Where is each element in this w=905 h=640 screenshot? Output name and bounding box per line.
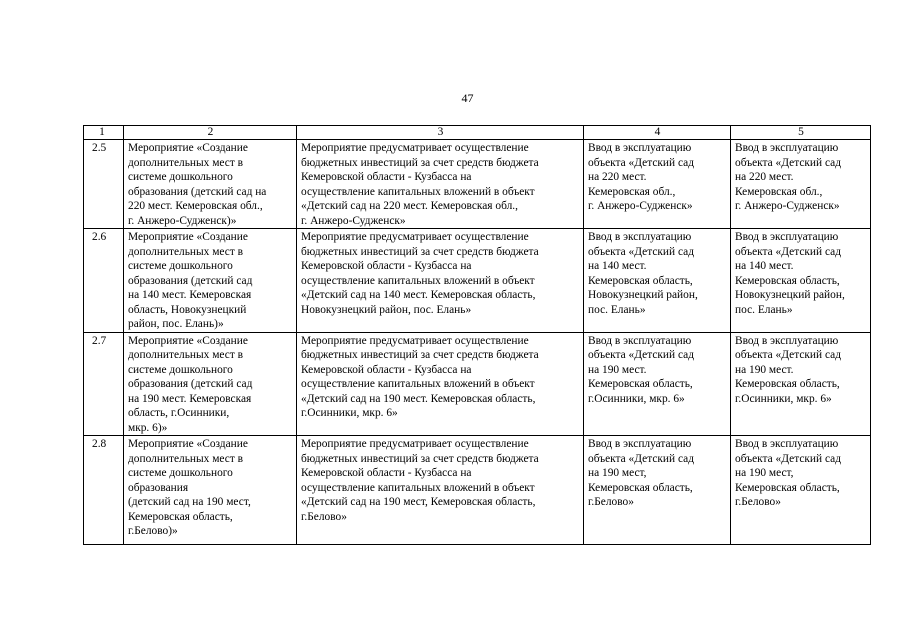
table-row <box>84 229 871 333</box>
event-description-cell: Мероприятие предусматривает осуществление бюджетных инвестиций за счет средств бюджета Кемеровской области - Кузбасса на осуществление капитальных вложений в объект «Детский сад на 190 мест, Кемеровская область, г.Белово» <box>297 436 584 545</box>
table-header-row <box>84 126 871 140</box>
row-number-cell: 2.7 <box>84 332 124 436</box>
table-row <box>84 140 871 229</box>
table-row <box>84 436 871 545</box>
event-name-cell: Мероприятие «Создание дополнительных мест в системе дошкольного образования (детский сад на 190 мест, Кемеровская область, г.Белово)» <box>124 436 297 545</box>
result-cell: Ввод в эксплуатацию объекта «Детский сад на 190 мест, Кемеровская область, г.Белово» <box>731 436 871 545</box>
event-name-cell: Мероприятие «Создание дополнительных мест в системе дошкольного образования (детский сад на 220 мест. Кемеровская обл., г. Анжеро-Судженск)» <box>124 140 297 229</box>
event-description-cell: Мероприятие предусматривает осуществление бюджетных инвестиций за счет средств бюджета Кемеровской области - Кузбасса на осуществление капитальных вложений в объект «Детский сад на 190 мест. Кемеровская область, г.Осинники, мкр. 6» <box>297 332 584 436</box>
result-cell: Ввод в эксплуатацию объекта «Детский сад на 190 мест. Кемеровская область, г.Осинники, мкр. 6» <box>731 332 871 436</box>
result-cell: Ввод в эксплуатацию объекта «Детский сад на 220 мест. Кемеровская обл., г. Анжеро-Судженск» <box>584 140 731 229</box>
row-number-cell: 2.8 <box>84 436 124 545</box>
row-number-cell: 2.6 <box>84 229 124 333</box>
result-cell: Ввод в эксплуатацию объекта «Детский сад на 140 мест. Кемеровская область, Новокузнецкий район, пос. Елань» <box>731 229 871 333</box>
column-header: 1 <box>84 126 124 140</box>
row-number-cell: 2.5 <box>84 140 124 229</box>
result-cell: Ввод в эксплуатацию объекта «Детский сад на 220 мест. Кемеровская обл., г. Анжеро-Судженск» <box>731 140 871 229</box>
result-cell: Ввод в эксплуатацию объекта «Детский сад на 190 мест. Кемеровская область, г.Осинники, мкр. 6» <box>584 332 731 436</box>
event-name-cell: Мероприятие «Создание дополнительных мест в системе дошкольного образования (детский сад на 190 мест. Кемеровская область, г.Осинники, мкр. 6)» <box>124 332 297 436</box>
column-header: 4 <box>584 126 731 140</box>
activities-table <box>83 125 871 545</box>
column-header: 2 <box>124 126 297 140</box>
result-cell: Ввод в эксплуатацию объекта «Детский сад на 140 мест. Кемеровская область, Новокузнецкий район, пос. Елань» <box>584 229 731 333</box>
event-description-cell: Мероприятие предусматривает осуществление бюджетных инвестиций за счет средств бюджета Кемеровской области - Кузбасса на осуществление капитальных вложений в объект «Детский сад на 140 мест. Кемеровская область, Новокузнецкий район, пос. Елань» <box>297 229 584 333</box>
event-description-cell: Мероприятие предусматривает осуществление бюджетных инвестиций за счет средств бюджета Кемеровской области - Кузбасса на осуществление капитальных вложений в объект «Детский сад на 220 мест. Кемеровская обл., г. Анжеро-Судженск» <box>297 140 584 229</box>
column-header: 5 <box>731 126 871 140</box>
result-cell: Ввод в эксплуатацию объекта «Детский сад на 190 мест, Кемеровская область, г.Белово» <box>584 436 731 545</box>
event-name-cell: Мероприятие «Создание дополнительных мест в системе дошкольного образования (детский сад на 140 мест. Кемеровская область, Новокузнецкий район, пос. Елань)» <box>124 229 297 333</box>
page-number: 47 <box>461 91 474 105</box>
table-row <box>84 332 871 436</box>
column-header: 3 <box>297 126 584 140</box>
